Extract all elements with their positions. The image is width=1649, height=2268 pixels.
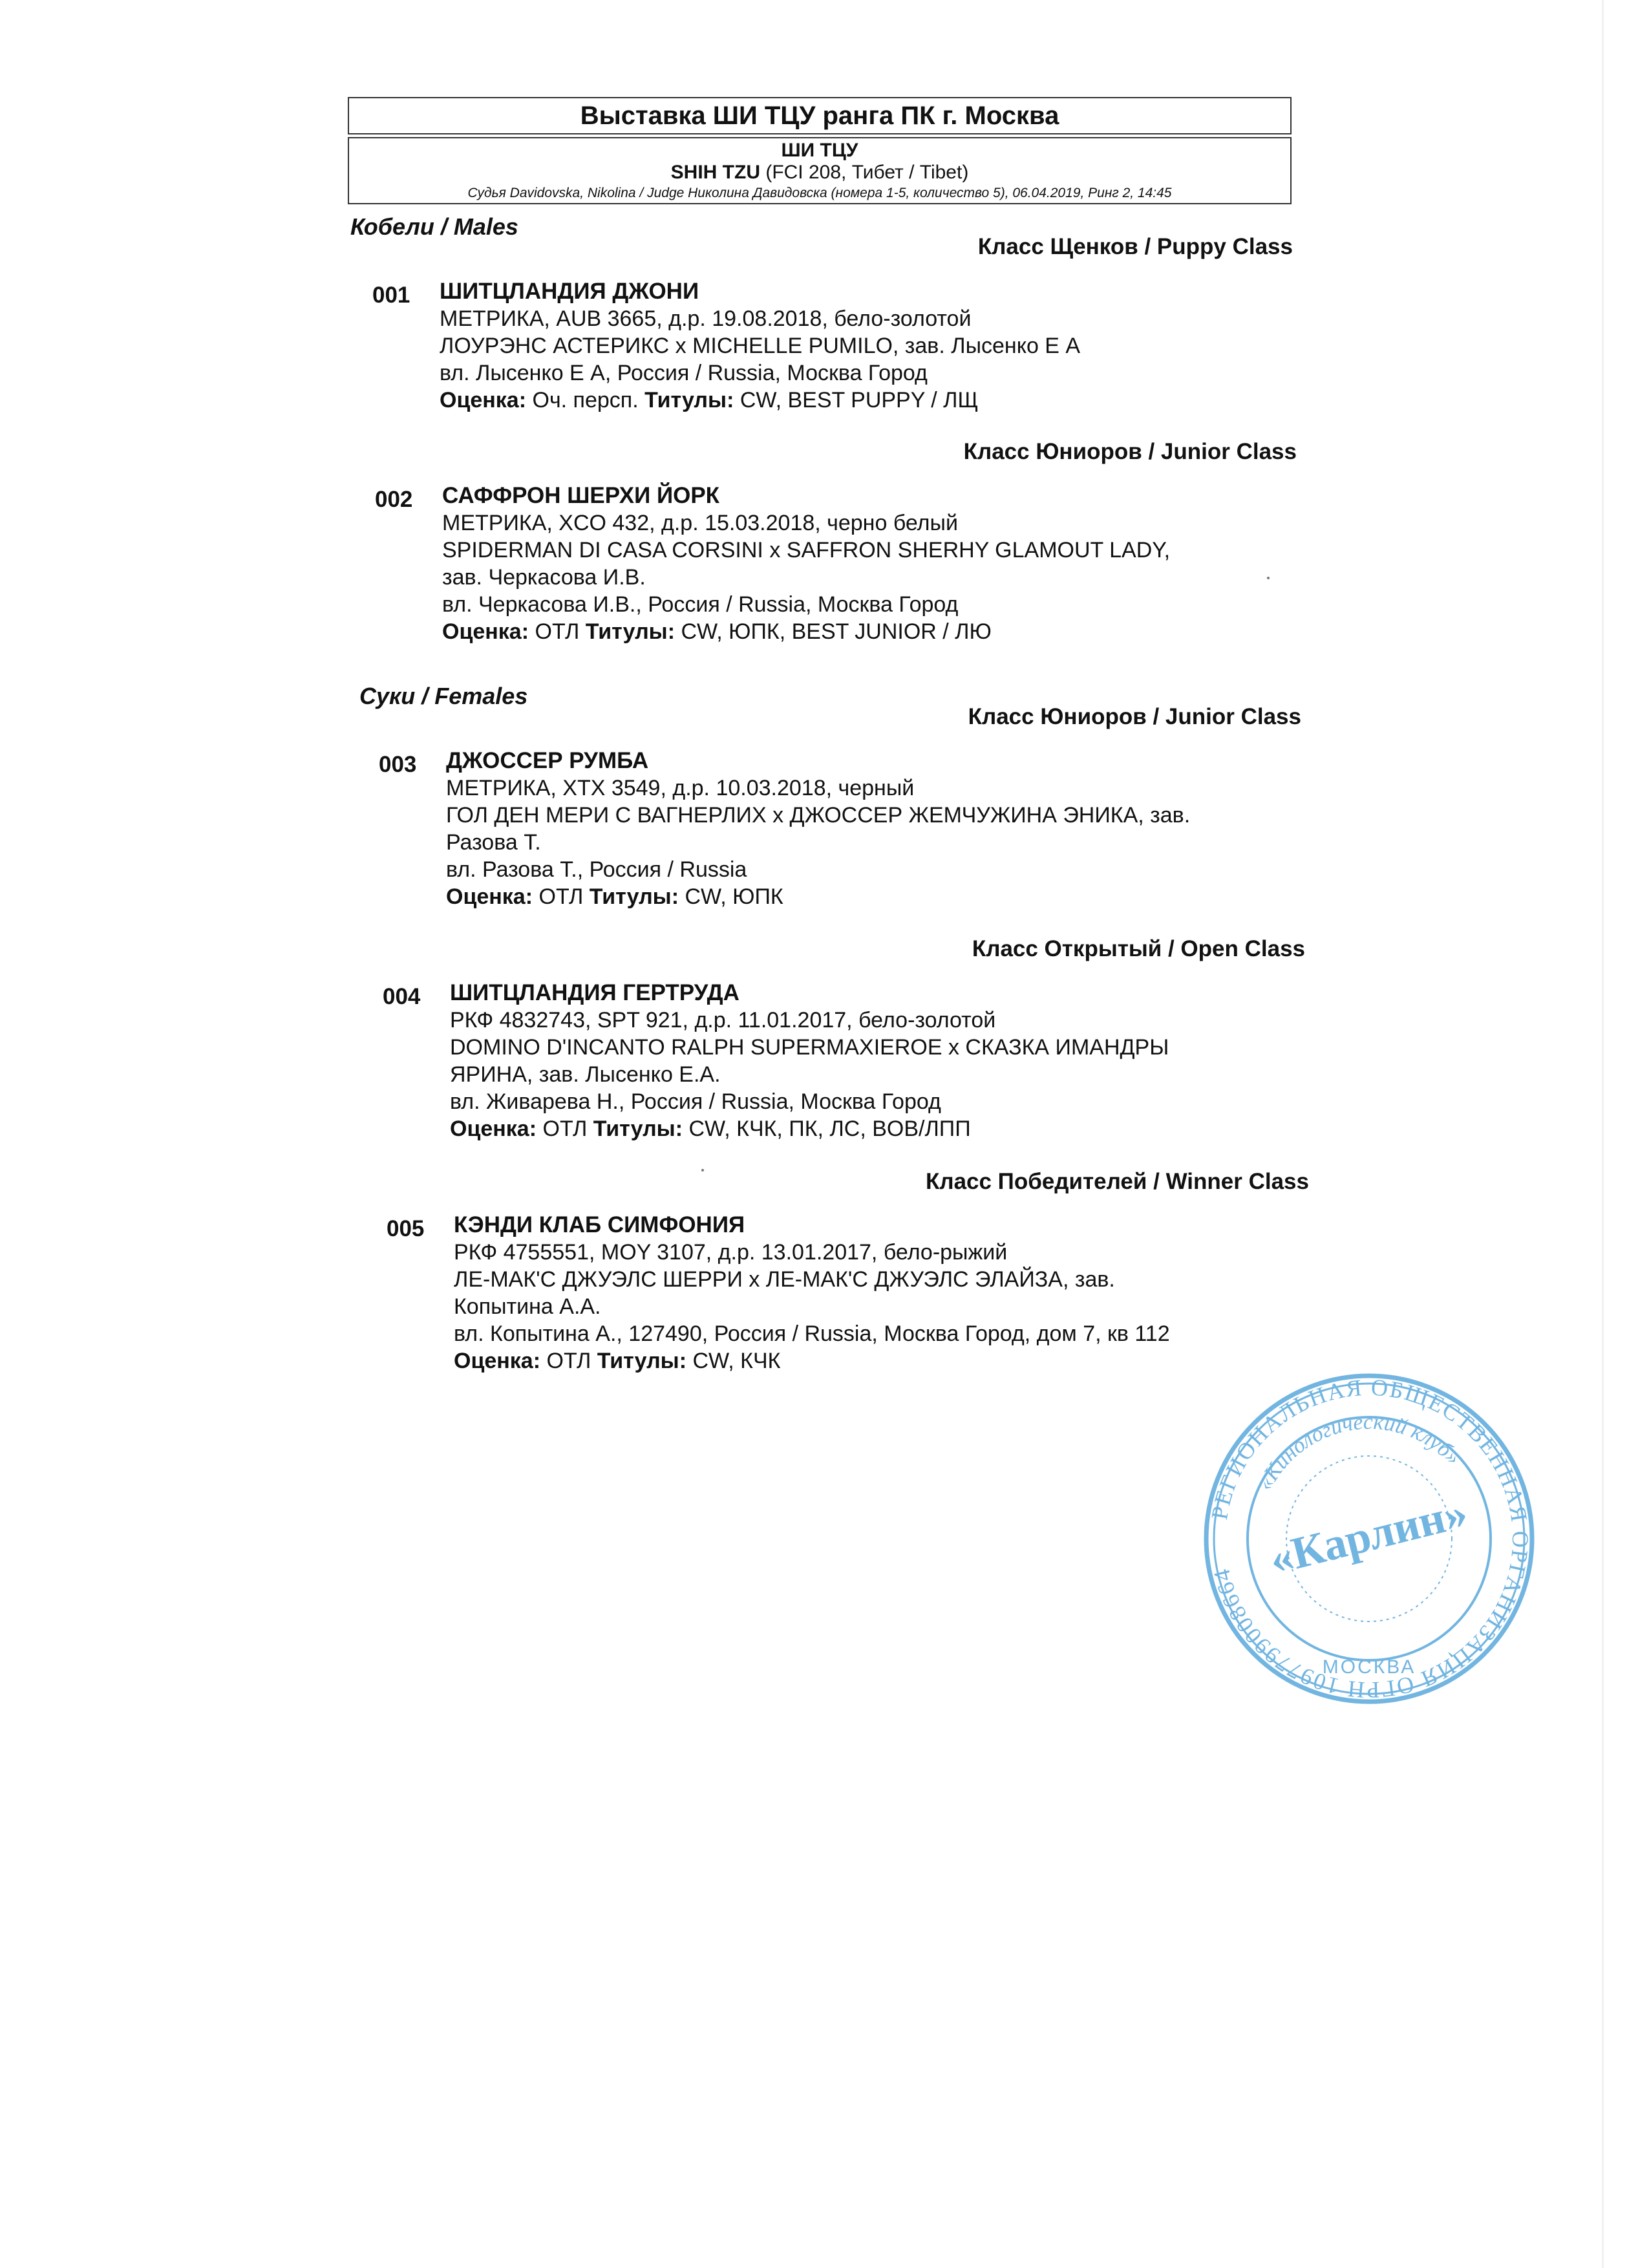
result-line [454,1347,1170,1375]
entry-line: РКФ 4755551, MOY 3107, д.р. 13.01.2017, бело-рыжий [454,1240,1008,1265]
grade-label: Оценка: [442,619,529,644]
grade-label: Оценка: [446,884,533,909]
judge-line: Судья Davidovska, Nikolina / Judge Николина Давидовска (номера 1-5, количество 5), 06.04.2019, Ринг 2, 14:45 [467,186,1172,200]
class-heading-winner: Класс Победителей / Winner Class [925,1169,1309,1194]
dog-name: КЭНДИ КЛАБ СИМФОНИЯ [454,1212,745,1237]
titles-value: CW, КЧК, ПК, ЛС, BOB/ЛПП [688,1117,971,1141]
grade-label: Оценка: [440,388,527,412]
entry-line: вл. Черкасова И.В., Россия / Russia, Москва Город [442,592,959,617]
dog-name: ДЖОССЕР РУМБА [446,748,649,773]
class-heading-open: Класс Открытый / Open Class [972,936,1305,961]
entry-number: 005 [387,1216,425,1241]
scan-speck [1267,577,1270,579]
result-line [446,883,1190,910]
grade-value: ОТЛ [546,1349,591,1373]
grade-label: Оценка: [454,1349,541,1373]
titles-label: Титулы: [593,1117,683,1141]
stamp-city-text: МОСКВА [1322,1656,1416,1678]
breed-info: (FCI 208, Тибет / Tibet) [765,162,969,183]
grade-value: ОТЛ [538,884,584,909]
titles-value: CW, ЮПК, BEST JUNIOR / ЛЮ [681,619,992,644]
show-title: Выставка ШИ ТЦУ ранга ПК г. Москва [580,102,1059,130]
page-edge [1602,0,1604,2268]
titles-value: CW, BEST PUPPY / ЛЩ [739,388,979,412]
entry-line: МЕТРИКА, XTX 3549, д.р. 10.03.2018, черный [446,776,915,800]
stamp-outer-text: РЕГИОНАЛЬНАЯ ОБЩЕСТВЕННАЯ ОРГАНИЗАЦИЯ ОГРН 1097799008664 [1206,1374,1534,1704]
entry-line: вл. Разова Т., Россия / Russia [446,857,747,882]
entry-line: ЯРИНА, зав. Лысенко Е.А. [450,1062,721,1087]
titles-value: CW, ЮПК [685,884,783,909]
dog-name: ШИТЦЛАНДИЯ ГЕРТРУДА [450,980,739,1005]
titles-label: Титулы: [644,388,734,412]
section-females: Суки / Females [359,683,528,709]
stamp-center-text: «Карлин» [1264,1487,1473,1585]
breed-name-en-line [349,162,1290,184]
section-males: Кобели / Males [350,213,518,240]
result-line [450,1115,1169,1142]
entry-line: МЕТРИКА, XCO 432, д.р. 15.03.2018, черно белый [442,511,958,535]
entry-005 [454,1212,1170,1375]
breed-name-ru: ШИ ТЦУ [781,140,858,161]
entry-004 [450,979,1169,1142]
entry-line: Копытина А.А. [454,1294,601,1319]
entry-line: МЕТРИКА, AUB 3665, д.р. 19.08.2018, бело-золотой [440,306,972,331]
entry-number: 002 [375,487,413,512]
dog-name: САФФРОН ШЕРХИ ЙОРК [442,483,720,508]
titles-label: Титулы: [585,619,676,644]
breed-box [348,137,1292,204]
grade-label: Оценка: [450,1117,537,1141]
club-stamp [1201,1371,1537,1707]
entry-line: вл. Лысенко Е А, Россия / Russia, Москва Город [440,361,928,385]
entry-line: зав. Черкасова И.В. [442,565,646,590]
class-heading-puppy: Класс Щенков / Puppy Class [977,234,1293,259]
entry-002 [442,482,1170,645]
entry-line: вл. Живарева Н., Россия / Russia, Москва Город [450,1089,941,1114]
grade-value: Оч. персп. [532,388,639,412]
result-line [440,387,1080,414]
breed-name-en: SHIH TZU [670,162,760,183]
entry-line: Разова Т. [446,830,541,855]
titles-label: Титулы: [597,1349,687,1373]
grade-value: ОТЛ [535,619,580,644]
entry-number: 004 [383,984,421,1009]
entry-line: РКФ 4832743, SPT 921, д.р. 11.01.2017, бело-золотой [450,1008,996,1032]
titles-label: Титулы: [589,884,679,909]
entry-001 [440,278,1080,414]
entry-line: ЛОУРЭНС АСТЕРИКС x MICHELLE PUMILO, зав. Лысенко Е А [440,334,1081,358]
show-title-box [348,97,1292,134]
entry-line: ГОЛ ДЕН МЕРИ С ВАГНЕРЛИХ x ДЖОССЕР ЖЕМЧУЖИНА ЭНИКА, зав. [446,803,1191,828]
stamp-inner-text: «Кинологический клуб» [1253,1409,1465,1495]
entry-number: 001 [372,283,410,308]
entry-line: вл. Копытина А., 127490, Россия / Russia, Москва Город, дом 7, кв 112 [454,1321,1170,1346]
entry-number: 003 [379,752,417,777]
grade-value: ОТЛ [542,1117,588,1141]
entry-line: ЛЕ-МАК'С ДЖУЭЛС ШЕРРИ x ЛЕ-МАК'С ДЖУЭЛС ЭЛАЙЗА, зав. [454,1267,1115,1292]
scan-speck [701,1169,704,1171]
class-heading-junior-females: Класс Юниоров / Junior Class [968,704,1301,729]
entry-003 [446,747,1190,910]
dog-name: ШИТЦЛАНДИЯ ДЖОНИ [440,279,699,304]
class-heading-junior-males: Класс Юниоров / Junior Class [963,439,1297,464]
result-line [442,618,1170,645]
entry-line: DOMINO D'INCANTO RALPH SUPERMAXIEROE x СКАЗКА ИМАНДРЫ [450,1035,1169,1060]
titles-value: CW, КЧК [692,1349,781,1373]
entry-line: SPIDERMAN DI CASA CORSINI x SAFFRON SHERHY GLAMOUT LADY, [442,538,1171,562]
